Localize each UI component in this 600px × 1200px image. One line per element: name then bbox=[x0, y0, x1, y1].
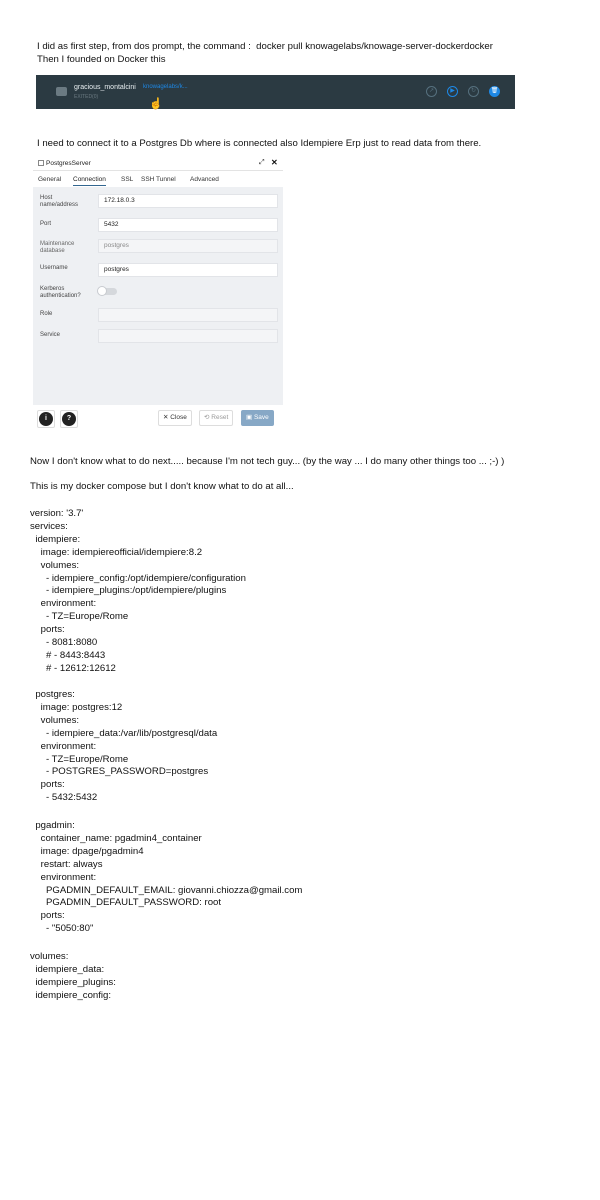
close-x-icon: ✕ bbox=[163, 414, 171, 421]
kerberos-toggle[interactable] bbox=[98, 288, 117, 295]
tab-advanced[interactable]: Advanced bbox=[190, 176, 219, 183]
info-icon: i bbox=[39, 412, 53, 426]
maximize-icon[interactable]: ⤢ bbox=[259, 159, 265, 166]
pointer-cursor-icon: ☝ bbox=[149, 98, 163, 110]
kerberos-label: Kerberos authentication? bbox=[40, 286, 81, 299]
help-icon: ? bbox=[62, 412, 76, 426]
connection-form bbox=[33, 187, 283, 405]
container-name[interactable]: gracious_montalcini bbox=[74, 84, 136, 91]
close-button-label: Close bbox=[170, 414, 187, 421]
help-button[interactable] bbox=[60, 410, 78, 428]
close-icon[interactable]: ✕ bbox=[271, 158, 278, 167]
save-icon: ▣ bbox=[246, 414, 254, 421]
compose-block-idempiere: version: '3.7' services: idempiere: image: idempiereofficial/idempiere:8.2 volumes: - idempiere_config:/opt/idempiere/configuration - idempiere_plugins:/opt/idempiere/plugins environment: - TZ=Europe/Rome ports: - 8081:8080 # - 8443:8443 # - 12612:12612 bbox=[30, 508, 246, 674]
service-input[interactable] bbox=[98, 329, 278, 343]
intro-line-1: I did as first step, from dos prompt, the command : docker pull knowagelabs/knowage-server-dockerdocker bbox=[37, 41, 493, 52]
dialog-title: PostgresServer bbox=[46, 160, 91, 167]
docker-container-row[interactable] bbox=[36, 75, 515, 109]
server-icon bbox=[38, 160, 44, 166]
tab-connection[interactable]: Connection bbox=[73, 176, 106, 186]
server-dialog bbox=[33, 156, 283, 431]
tab-general[interactable]: General bbox=[38, 176, 62, 183]
maintenance-db-input[interactable]: postgres bbox=[98, 239, 278, 253]
info-button[interactable] bbox=[37, 410, 55, 428]
dialog-header bbox=[33, 156, 283, 171]
restart-icon[interactable]: ↻ bbox=[468, 86, 479, 97]
connect-text: I need to connect it to a Postgres Db where is connected also Idempiere Erp just to read data from there. bbox=[37, 138, 482, 149]
role-input[interactable] bbox=[98, 308, 278, 322]
host-input[interactable]: 172.18.0.3 bbox=[98, 194, 278, 208]
after-line-2: This is my docker compose but I don't know what to do at all... bbox=[30, 481, 294, 492]
compose-block-postgres: postgres: image: postgres:12 volumes: - idempiere_data:/var/lib/postgresql/data environment: - TZ=Europe/Rome - POSTGRES_PASSWORD=postgres ports: - 5432:5432 bbox=[35, 689, 218, 804]
dialog-tabs bbox=[33, 171, 283, 186]
container-image-link[interactable]: knowagelabs/k... bbox=[143, 84, 188, 90]
reset-button[interactable] bbox=[199, 410, 233, 426]
start-icon[interactable]: ▶ bbox=[447, 86, 458, 97]
reset-button-label: Reset bbox=[211, 414, 229, 421]
username-label: Username bbox=[40, 265, 68, 271]
host-label: Host name/address bbox=[40, 195, 79, 208]
role-label: Role bbox=[40, 311, 53, 317]
port-label: Port bbox=[40, 221, 52, 227]
compose-block-volumes: volumes: idempiere_data: idempiere_plugins: idempiere_config: bbox=[30, 951, 116, 1001]
after-line-1: Now I don't know what to do next..... because I'm not tech guy... (by the way ... I do many other things too ... ;-) ) bbox=[30, 456, 505, 467]
tab-ssl[interactable]: SSL bbox=[121, 176, 134, 183]
username-input[interactable]: postgres bbox=[98, 263, 278, 277]
intro-line-2: Then I founded on Docker this bbox=[37, 54, 166, 65]
open-browser-icon[interactable]: ↗ bbox=[426, 86, 437, 97]
container-icon bbox=[56, 87, 67, 96]
port-input[interactable]: 5432 bbox=[98, 218, 278, 232]
container-status: EXITED(0) bbox=[74, 94, 99, 100]
dialog-footer bbox=[33, 405, 283, 431]
close-button[interactable] bbox=[158, 410, 192, 426]
tab-ssh-tunnel[interactable]: SSH Tunnel bbox=[141, 176, 176, 183]
compose-block-pgadmin: pgadmin: container_name: pgadmin4_container image: dpage/pgadmin4 restart: always environment: PGADMIN_DEFAULT_EMAIL: giovanni.chiozza@gmail.com PGADMIN_DEFAULT_PASSWORD: root ports: - "5050:80" bbox=[35, 820, 303, 935]
save-button-label: Save bbox=[253, 414, 269, 421]
maintenance-db-label: Maintenance database bbox=[40, 241, 75, 254]
service-label: Service bbox=[40, 332, 61, 338]
delete-icon[interactable]: 🗑 bbox=[489, 86, 500, 97]
toggle-knob bbox=[97, 286, 107, 296]
save-button[interactable] bbox=[241, 410, 274, 426]
reset-icon: ⟲ bbox=[204, 414, 212, 421]
